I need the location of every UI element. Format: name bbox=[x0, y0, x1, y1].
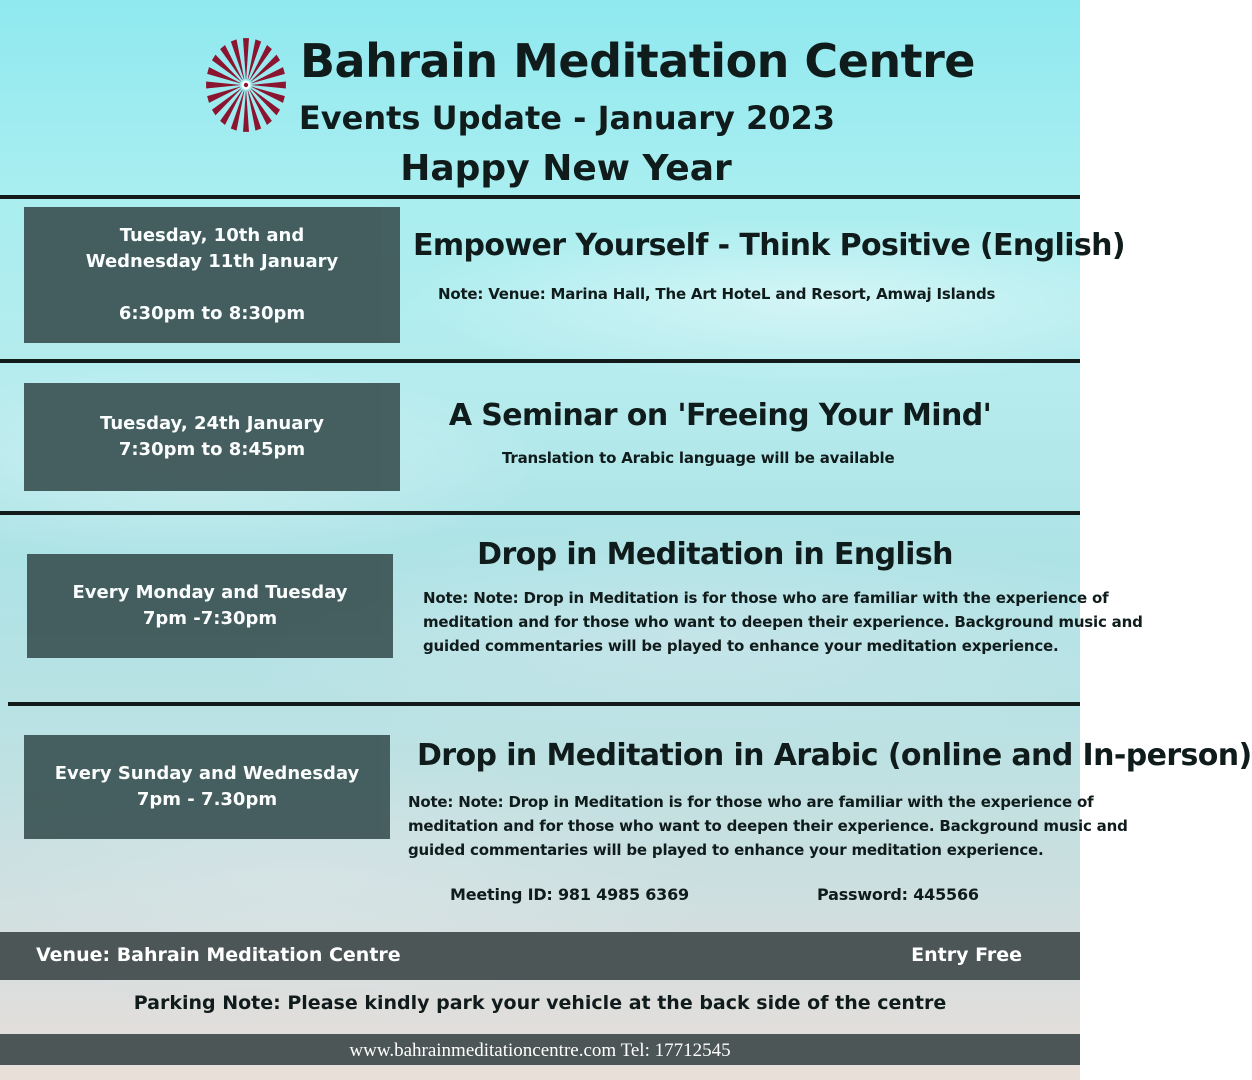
contact-bar bbox=[0, 1034, 1080, 1065]
event-1-note: Note: Venue: Marina Hall, The Art HoteL and Resort, Amwaj Islands bbox=[438, 285, 996, 303]
venue-label: Venue: Bahrain Meditation Centre bbox=[36, 944, 401, 966]
event-1-date-spacer bbox=[24, 275, 400, 301]
event-2-title: A Seminar on 'Freeing Your Mind' bbox=[448, 398, 992, 433]
event-2-date-box bbox=[24, 383, 400, 491]
section-divider bbox=[0, 511, 1080, 515]
logo-ray bbox=[243, 38, 249, 79]
section-divider bbox=[0, 195, 1080, 199]
page-tagline: Happy New Year bbox=[400, 148, 732, 189]
event-3-time: 7pm -7:30pm bbox=[142, 608, 278, 629]
event-1-date-line: Wednesday 11th January bbox=[85, 251, 339, 272]
event-4-date-box bbox=[24, 735, 390, 839]
event-1-title: Empower Yourself - Think Positive (English) bbox=[413, 228, 1126, 263]
event-4-title: Drop in Meditation in Arabic (online and In-person) bbox=[417, 738, 1252, 773]
event-4-note-line: meditation and for those who want to deepen their experience. Background music and bbox=[408, 817, 1128, 835]
event-4-time: 7pm - 7.30pm bbox=[136, 789, 278, 810]
section-divider bbox=[8, 702, 1080, 706]
event-1-time: 6:30pm to 8:30pm bbox=[118, 303, 306, 324]
event-2-note: Translation to Arabic language will be available bbox=[502, 449, 895, 467]
event-3-note-line: guided commentaries will be played to enhance your meditation experience. bbox=[423, 637, 1059, 655]
event-4-note-line: Note: Note: Drop in Meditation is for those who are familiar with the experience of bbox=[408, 793, 1094, 811]
section-divider bbox=[0, 359, 1080, 363]
event-3-note-line: meditation and for those who want to deepen their experience. Background music and bbox=[423, 613, 1143, 631]
page-subtitle: Events Update - January 2023 bbox=[298, 99, 836, 137]
contact-info: www.bahrainmeditationcentre.com Tel: 17712545 bbox=[349, 1040, 731, 1061]
logo-ray bbox=[252, 81, 286, 88]
event-3-date-line: Every Monday and Tuesday bbox=[72, 582, 348, 603]
parking-note: Parking Note: Please kindly park your vehicle at the back side of the centre bbox=[133, 992, 947, 1014]
meeting-password: Password: 445566 bbox=[817, 885, 979, 904]
entry-free-label: Entry Free bbox=[911, 944, 1022, 966]
meeting-id: Meeting ID: 981 4985 6369 bbox=[450, 885, 689, 904]
event-3-date-box bbox=[27, 554, 393, 658]
event-4-date-line: Every Sunday and Wednesday bbox=[54, 763, 360, 784]
event-4-note-line: guided commentaries will be played to enhance your meditation experience. bbox=[408, 841, 1044, 859]
event-1-date-line: Tuesday, 10th and bbox=[119, 225, 305, 246]
logo-ray bbox=[206, 81, 240, 88]
event-2-time: 7:30pm to 8:45pm bbox=[118, 439, 306, 460]
page-title: Bahrain Meditation Centre bbox=[300, 34, 976, 88]
event-2-date-line: Tuesday, 24th January bbox=[100, 413, 324, 434]
event-1-date-box bbox=[24, 207, 400, 343]
event-3-title: Drop in Meditation in English bbox=[477, 537, 953, 572]
event-3-note-line: Note: Note: Drop in Meditation is for those who are familiar with the experience of bbox=[423, 589, 1109, 607]
venue-bar bbox=[0, 932, 1080, 980]
